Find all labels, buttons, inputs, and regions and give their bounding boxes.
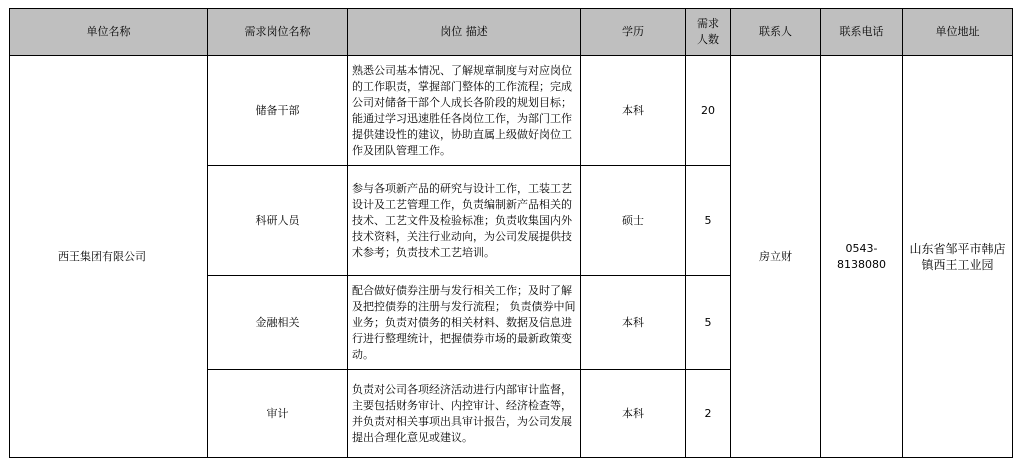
count-cell: 20	[686, 56, 731, 166]
education-cell: 本科	[581, 56, 686, 166]
phone-cell: 0543-8138080	[821, 56, 903, 458]
header-position-name: 需求岗位名称	[208, 9, 348, 56]
header-count-line2: 人数	[697, 33, 719, 46]
position-cell: 储备干部	[208, 56, 348, 166]
count-cell: 5	[686, 166, 731, 276]
header-row	[10, 9, 1013, 56]
header-unit-name: 单位名称	[10, 9, 208, 56]
recruitment-table	[9, 8, 1013, 458]
header-description: 岗位 描述	[348, 9, 581, 56]
header-contact: 联系人	[731, 9, 821, 56]
header-education: 学历	[581, 9, 686, 56]
education-cell: 硕士	[581, 166, 686, 276]
position-cell: 金融相关	[208, 276, 348, 370]
header-count-line1: 需求	[697, 17, 719, 30]
count-cell: 5	[686, 276, 731, 370]
header-phone: 联系电话	[821, 9, 903, 56]
education-cell: 本科	[581, 276, 686, 370]
header-count	[686, 9, 731, 56]
table-row	[10, 56, 1013, 166]
header-address: 单位地址	[903, 9, 1013, 56]
description-cell: 配合做好债券注册与发行相关工作；及时了解及把控债券的注册与发行流程； 负责债券中间业务；负责对债务的相关材料、数据及信息进行进行整理统计，把握债券市场的最新政策变动。	[348, 276, 581, 370]
description-cell: 熟悉公司基本情况、了解规章制度与对应岗位的工作职责，掌握部门整体的工作流程；完成公司对储备干部个人成长各阶段的规划目标；能通过学习迅速胜任各岗位工作，为部门工作提供建设性的建议，协助直属上级做好岗位工作及团队管理工作。	[348, 56, 581, 166]
position-cell: 科研人员	[208, 166, 348, 276]
address-cell: 山东省邹平市韩店镇西王工业园	[903, 56, 1013, 458]
unit-name-cell: 西王集团有限公司	[10, 56, 208, 458]
count-cell: 2	[686, 370, 731, 458]
contact-cell: 房立财	[731, 56, 821, 458]
education-cell: 本科	[581, 370, 686, 458]
position-cell: 审计	[208, 370, 348, 458]
description-cell: 负责对公司各项经济活动进行内部审计监督，主要包括财务审计、内控审计、经济检查等，并负责对相关事项出具审计报告，为公司发展提出合理化意见或建议。	[348, 370, 581, 458]
description-cell: 参与各项新产品的研究与设计工作，工装工艺设计及工艺管理工作，负责编制新产品相关的技术、工艺文件及检验标准；负责收集国内外技术资料，关注行业动向，为公司发展提供技术参考；负责技术工艺培训。	[348, 166, 581, 276]
